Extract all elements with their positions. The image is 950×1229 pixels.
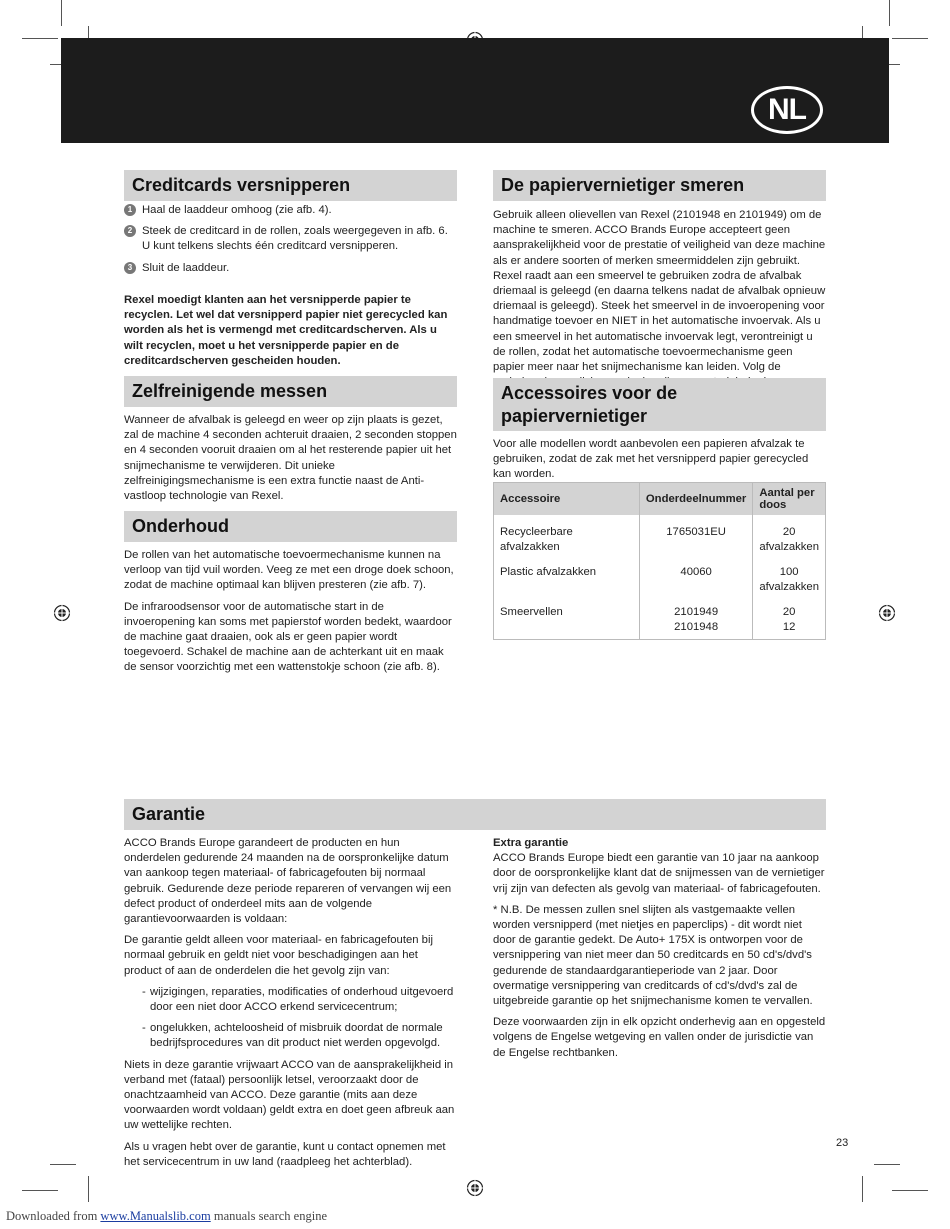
table-row: Recycleerbare afvalzakken 1765031EU 20 afvalzakken xyxy=(494,515,826,559)
creditcards-steps xyxy=(124,203,457,282)
crop-mark xyxy=(874,1164,900,1165)
crop-mark xyxy=(88,1176,89,1202)
paragraph: * N.B. De messen zullen snel slijten als vastgemaakte vellen worden versnipperd (met nietjes en paperclips) - dit wordt niet door de garantie gedekt. De Auto+ 175X is ontworpen voor de versnippering van niet meer dan 50 creditcards en 50 cd's/dvd's gedurende de standaardgarantieperiode van 2 jaar. Door overmatige versnippering van creditcards of cd's/dvd's zal de uitgebreide garantie op het snijmechanisme komen te vervallen. xyxy=(493,903,813,1008)
garantie-bullets xyxy=(124,985,457,1052)
registration-mark-icon xyxy=(466,1179,484,1197)
garantie-right xyxy=(493,836,826,1067)
extra-garantie-title: Extra garantie xyxy=(493,837,569,849)
crop-mark xyxy=(22,1190,58,1191)
column-header: Onderdeelnummer xyxy=(639,483,752,516)
list-item: - ongelukken, achteloosheid of misbruik doordat de normale bedrijfsprocedures van dit product niet werden opgevolgd. xyxy=(142,1021,457,1051)
section-title-zelfreinigend: Zelfreinigende messen xyxy=(124,376,457,407)
page-number: 23 xyxy=(836,1137,849,1149)
crop-mark xyxy=(22,38,58,39)
list-item: 1 Haal de laaddeur omhoog (zie afb. 4). xyxy=(124,203,457,218)
download-footer: Downloaded from www.Manualslib.com manuals search engine xyxy=(6,1209,327,1223)
list-item: 3 Sluit de laaddeur. xyxy=(124,261,457,276)
garantie-left xyxy=(124,836,457,1176)
paragraph: Niets in deze garantie vrijwaart ACCO van de aansprakelijkheid in verband met (fataal) persoonlijk letsel, veroorzaakt door de onachtzaamheid van ACCO. Deze garantie (mits aan deze voorwaarden wordt voldaan) geldt extra en doet geen afbreuk aan uw wettelijke rechten. xyxy=(124,1058,455,1132)
crop-mark xyxy=(61,0,62,26)
accessoires-text: Voor alle modellen wordt aanbevolen een papieren afvalzak te gebruiken, zodat de zak met het versnipperd papier gerecycled kan worden. xyxy=(493,438,809,481)
list-item: - wijzigingen, reparaties, modificaties of onderhoud uitgevoerd door een niet door ACCO erkend servicecentrum; xyxy=(142,985,457,1015)
paragraph: De rollen van het automatische toevoermechanisme kunnen na verloop van tijd vuil worden. Veeg ze met een droge doek schoon, zodat de machine optimaal kan blijven presteren (zie afb. 7). xyxy=(124,549,454,592)
column-header: Aantal per doos xyxy=(753,483,826,516)
crop-mark xyxy=(862,1176,863,1202)
column-header: Accessoire xyxy=(494,483,640,516)
registration-mark-icon xyxy=(53,604,71,622)
table-header-row xyxy=(494,483,826,516)
recycle-note: Rexel moedigt klanten aan het versnipperde papier te recyclen. Let wel dat versnipperd papier niet gerecycled kan worden als het is vermengd met creditcardscherven. Als u wilt recyclen, moet u het versnipperde papier en de creditcardscherven gescheiden houden. xyxy=(124,294,448,367)
table-row: Smeervellen 2101949 2101948 20 12 xyxy=(494,599,826,640)
paragraph: ACCO Brands Europe garandeert de producten en hun onderdelen gedurende 24 maanden na de oorspronkelijke datum van aankoop tegen materiaal- of fabricagefouten bij normaal gebruik. Gedurende deze periode repareren of vervangen wij een defect product of onderdeel mits aan de volgende garantievoorwaarden is voldaan: xyxy=(124,837,452,926)
crop-mark xyxy=(892,38,928,39)
crop-mark xyxy=(50,1164,76,1165)
section-title-smeren: De papiervernietiger smeren xyxy=(493,170,826,201)
zelfreinigend-text: Wanneer de afvalbak is geleegd en weer op zijn plaats is gezet, zal de machine 4 seconden achteruit draaien, 2 seconden stoppen en 4 seconden vooruit draaien om al het resterende papier uit het snijmechanisme te verwijderen. Dit unieke zelfreinigingsmechanisme is een extra functie naast de Anti-vastloop technologie van Rexel. xyxy=(124,414,457,503)
manualslib-link[interactable]: www.Manualslib.com xyxy=(100,1209,211,1223)
paragraph: De infraroodsensor voor de automatische start in de invoeropening kan soms met papierstof worden bedekt, waardoor de machine gaat draaien, ook als er geen papier wordt toegevoerd. Schakel de machine aan de achterkant uit en maak de sensor voorzichtig met een wattenstokje schoon (zie afb. 8). xyxy=(124,600,452,674)
paragraph: ACCO Brands Europe biedt een garantie van 10 jaar na aankoop door de oorspronkelijke klant dat de snijmessen van de vernietiger vrij zijn van defecten als gevolg van materiaal- of fabricagefouten. xyxy=(493,852,825,895)
accessories-table xyxy=(493,482,826,640)
section-title-accessoires: Accessoires voor de papiervernietiger xyxy=(493,378,826,431)
paragraph: Als u vragen hebt over de garantie, kunt u contact opnemen met het servicecentrum in uw land (raadpleeg het achterblad). xyxy=(124,1140,446,1168)
list-item: 2 Steek de creditcard in de rollen, zoals weergegeven in afb. 6. U kunt telkens slechts één creditcard versnipperen. xyxy=(124,224,457,254)
onderhoud-text xyxy=(124,548,457,682)
crop-mark xyxy=(892,1190,928,1191)
language-badge: NL xyxy=(751,86,823,134)
section-title-onderhoud: Onderhoud xyxy=(124,511,457,542)
smeren-text: Gebruik alleen olievellen van Rexel (2101948 en 2101949) om de machine te smeren. ACCO Brands Europe accepteert geen aansprakelijkheid voor de prestatie of veiligheid van deze machine als er andere soorten of merken smeermiddelen zijn gebruikt. Rexel raadt aan een smeervel te gebruiken zodra de afvalbak driemaal is geleegd (en daarna telkens nadat de afvalbak opnieuw driemaal is geleegd). Steek het smeervel in de invoeropening voor handmatige toevoer en NIET in het automatische invoervak. Als u een smeervel in het automatische invoervak legt, verontreinigt u de rollen, zodat het automatische toevoermechanisme geen papier meer naar het snijmechanisme kan leiden. Volg de xyxy=(493,209,826,374)
crop-mark xyxy=(889,0,890,26)
table-row: Plastic afvalzakken 40060 100 afvalzakken xyxy=(494,559,826,599)
section-title-garantie: Garantie xyxy=(124,799,826,830)
paragraph: Deze voorwaarden zijn in elk opzicht onderhevig aan en opgesteld volgens de Engelse wetgeving en vallen onder de jurisdictie van de Engelse rechtbanken. xyxy=(493,1016,826,1059)
registration-mark-icon xyxy=(878,604,896,622)
section-title-creditcards: Creditcards versnipperen xyxy=(124,170,457,201)
paragraph: De garantie geldt alleen voor materiaal- en fabricagefouten bij normaal gebruik en geldt niet voor beschadigingen aan het product of aan de onderdelen die het gevolg zijn van: xyxy=(124,934,433,977)
